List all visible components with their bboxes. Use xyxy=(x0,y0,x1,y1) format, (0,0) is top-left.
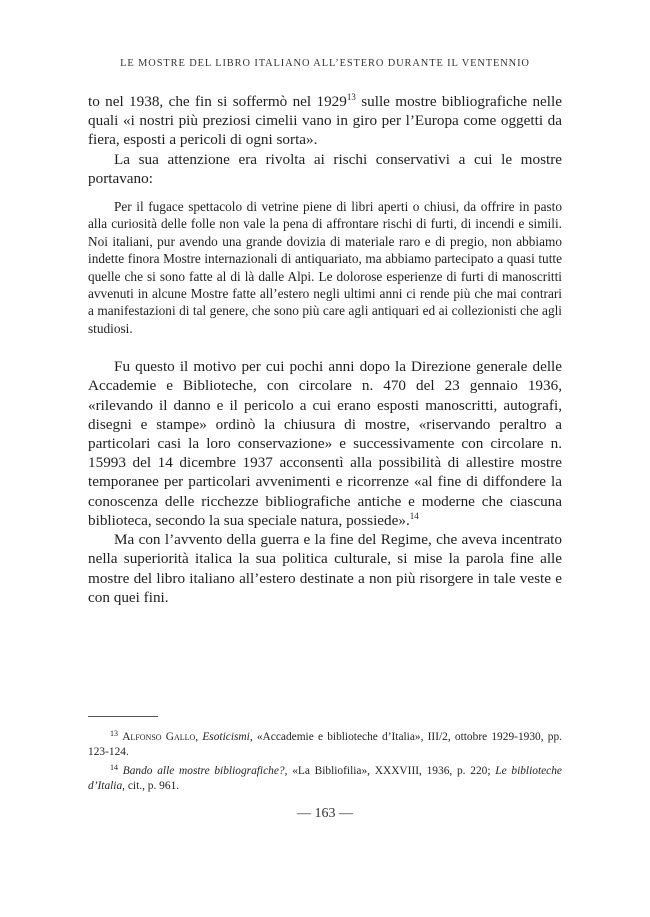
paragraph-3 xyxy=(88,357,562,530)
footnotes xyxy=(88,730,562,798)
footnote-separator xyxy=(88,716,158,717)
paragraph-1-text-b: sulle mostre bibliografiche nelle quali «i nostri più preziosi cimelii vano in giro per l’Europa come oggetti da fiera, esposti a pericoli di ogni sorta». xyxy=(88,93,562,149)
paragraph-3-text: Fu questo il motivo per cui pochi anni dopo la Direzione generale delle Accademie e Biblioteche, con circolare n. 470 del 23 gennaio 1936, «rilevando il danno e il pericolo a cui erano esposti manoscritti, autografi, disegni e stampe» ordinò la chiusura di mostre, «riservando peraltro a particolari casi la loro conservazione» e successivamente con circolare n. 15993 del 14 dicembre 1937 acconsentì alla possibilità di allestire mostre temporanee per particolari avvenimenti e ricorrenze «al fine di diffondere la conoscenza delle ricchezze bibliografiche antiche e moderne che ciascuna biblioteca, secondo la sua speciale natura, possiede». xyxy=(88,358,562,529)
footnote-number: 14 xyxy=(110,762,118,772)
paragraph-1-text-a: to nel 1938, che fin si soffermò nel 1929 xyxy=(88,93,347,110)
block-quote: Per il fugace spettacolo di vetrine piene di libri aperti o chiusi, da offrire in pasto alla curiosità delle folle non vale la pena di affrontare rischi di furti, di incendi e simili. Noi italiani, pur avendo una grande dovizia di materiale raro e di pregio, non abbiamo indette finora Mostre internazionali di antiquariato, ma abbiamo partecipato a quasi tutte quelle che si sono fatte al di là dalle Alpi. Le dolorose esperienze di furti di manoscritti avvenuti in alcune Mostre fatte all’estero negli ultimi anni ci rende più che mai contrari a manifestazioni di tal genere, che sono più care agli antiquari ed ai collezionisti che agli studiosi. xyxy=(88,199,562,336)
footnote-middle: , «La Bibliofilia», XXXVIII, 1936, p. 220; xyxy=(284,764,496,777)
footnote-rest: , «Accademie e biblioteche d’Italia», III/2, ottobre 1929-1930, pp. 123-124. xyxy=(88,731,562,759)
paragraph-2: La sua attenzione era rivolta ai rischi conservativi a cui le mostre portavano: xyxy=(88,150,562,187)
footnote-number: 13 xyxy=(110,729,118,738)
footnote-14 xyxy=(88,764,562,795)
footnote-ref-14: 14 xyxy=(409,510,419,521)
footnote-ref-13: 13 xyxy=(346,92,356,102)
running-head: LE MOSTRE DEL LIBRO ITALIANO ALL’ESTERO DURANTE IL VENTENNIO xyxy=(120,58,530,69)
paragraph-1 xyxy=(88,92,562,150)
paragraph-4: Ma con l’avvento della guerra e la fine del Regime, che aveva incentrato nella superiorità italica la sua politica culturale, si mise la parola fine alle mostre del libro italiano all’estero destinate a non più risorgere in tale veste e con quei fini. xyxy=(88,531,562,606)
footnote-rest: , cit., p. 961. xyxy=(122,780,180,793)
footnote-title-2: Le biblioteche d’Italia xyxy=(88,764,562,793)
page-number: — 163 — xyxy=(297,806,353,821)
footnote-author: Alfonso Gallo xyxy=(122,731,196,743)
footnote-title: Esoticismi xyxy=(202,731,250,743)
main-text xyxy=(88,92,562,607)
footnote-title: Bando alle mostre bibliografiche? xyxy=(122,764,285,777)
footnote-13: $^{13}$ Alfonso Gallo, Esoticismi, «Accademie e biblioteche d’Italia», III/2, ottobre 1929-1930, pp. 123-124. xyxy=(88,729,562,759)
